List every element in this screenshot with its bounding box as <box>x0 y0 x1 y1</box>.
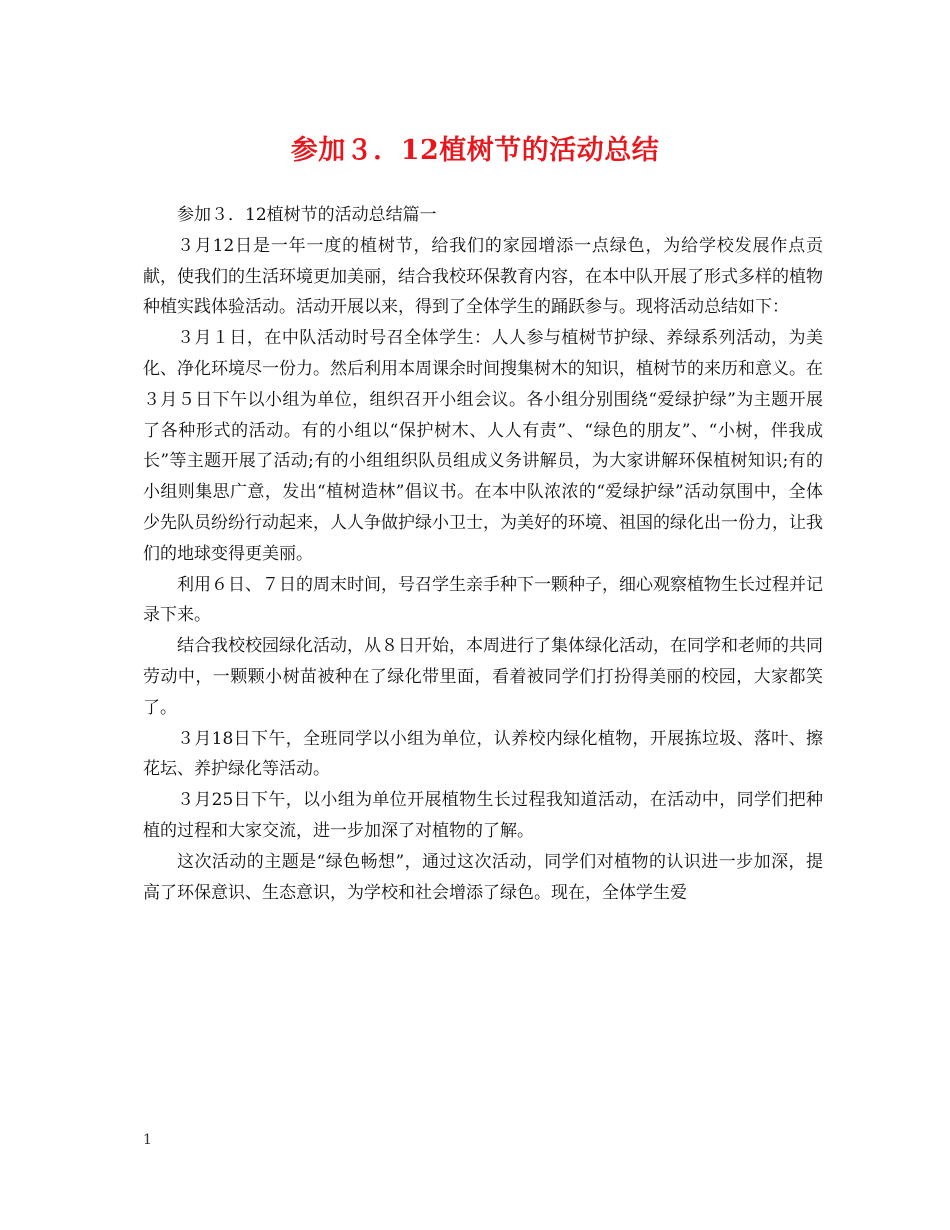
paragraph-campus-greening: 结合我校校园绿化活动，从８日开始，本周进行了集体绿化活动，在同学和老师的共同劳动中，一颗颗小树苗被种在了绿化带里面，看着被同学们打扮得美丽的校园，大家都笑了。 <box>143 636 823 718</box>
paragraph-march-1: ３月１日，在中队活动时号召全体学生：人人参与植树节护绿、养绿系列活动，为美化、净化环境尽一份力。然后利用本周课余时间搜集树木的知识，植树节的来历和意义。在３月５日下午以小组为单位，组织召开小组会议。各小组分别围绕“爱绿护绿”为主题开展了各种形式的活动。有的小组以“保护树木、人人有责”、“绿色的朋友”、“小树，伴我成长”等主题开展了活动;有的小组组织队员组成义务讲解员，为大家讲解环保植树知识;有的小组则集思广意，发出“植树造林”倡议书。在本中队浓浓的“爱绿护绿”活动氛围中，全体少先队员纷纷行动起来，人人争做护绿小卫士，为美好的环境、祖国的绿化出一份力，让我们的地球变得更美丽。 <box>143 328 823 564</box>
page-number: 1 <box>143 1132 152 1148</box>
paragraph-weekend: 利用６日、７日的周末时间，号召学生亲手种下一颗种子，细心观察植物生长过程并记录下来。 <box>143 574 823 626</box>
paragraph-intro: ３月12日是一年一度的植树节，给我们的家园增添一点绿色，为给学校发展作点贡献，使我们的生活环境更加美丽，结合我校环保教育内容，在本中队开展了形式多样的植物种植实践体验活动。活动开展以来，得到了全体学生的踊跃参与。现将活动总结如下： <box>143 235 823 318</box>
document-body <box>143 200 823 908</box>
paragraph-march-18: ３月18日下午，全班同学以小组为单位，认养校内绿化植物，开展拣垃圾、落叶、擦花坛、养护绿化等活动。 <box>143 728 823 780</box>
paragraph-march-25: ３月25日下午，以小组为单位开展植物生长过程我知道活动，在活动中，同学们把种植的过程和大家交流，进一步加深了对植物的了解。 <box>143 790 823 841</box>
paragraph-subtitle: 参加３．12植树节的活动总结篇一 <box>177 205 437 225</box>
paragraph-theme: 这次活动的主题是“绿色畅想”，通过这次活动，同学们对植物的认识进一步加深，提高了环保意识、生态意识，为学校和社会增添了绿色。现在，全体学生爱 <box>143 851 823 903</box>
document-title: 参加３．12植树节的活动总结 <box>290 135 660 166</box>
